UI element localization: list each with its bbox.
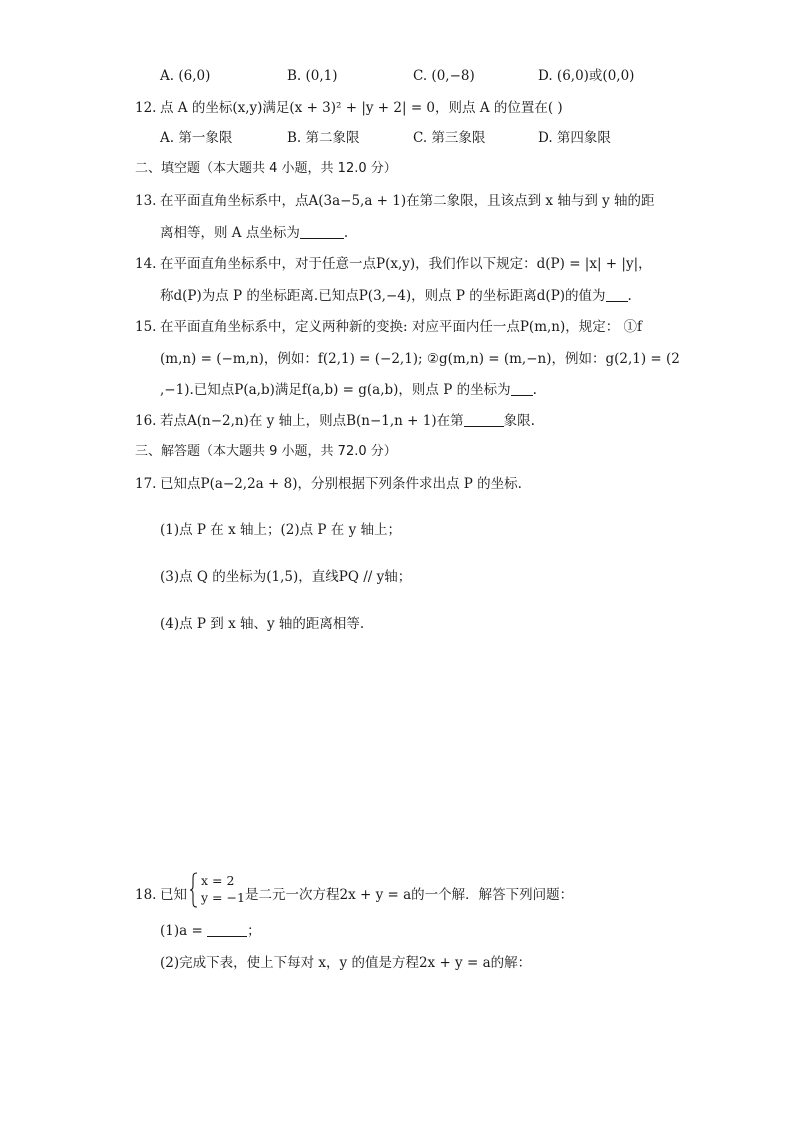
- q18-part1-end: ；: [247, 923, 261, 939]
- q17-stem: 已知点P(a−2,2a + 8)，分别根据下列条件求出点 P 的坐标.: [160, 476, 522, 492]
- q18-part-1: [160, 921, 261, 941]
- q11-option-c: C. (0,−8): [413, 68, 475, 84]
- q11-option-b: B. (0,1): [287, 68, 338, 84]
- q12-option-b: B. 第二象限: [287, 130, 360, 146]
- q18-number: 18.: [135, 887, 157, 903]
- q18-part1-text: (1)a =: [160, 923, 208, 939]
- q15-number: 15.: [135, 319, 157, 335]
- q18-equation-system: [189, 872, 249, 912]
- section-answer-title: 三、解答题（本大题共 9 小题，共 72.0 分）: [135, 444, 397, 459]
- q18-part-2: (2)完成下表，使上下每对 x，y 的值是方程2x + y = a的解：: [160, 955, 532, 971]
- q16-number: 16.: [135, 413, 157, 429]
- q18-answer-blank[interactable]: [207, 922, 247, 937]
- q17-part-3: (3)点 Q 的坐标为(1,5)，直线PQ // y轴；: [160, 569, 412, 585]
- q14-line2: [160, 286, 632, 306]
- q18-equation-y: y = −1: [201, 890, 245, 905]
- q13-line2-text: 离相等，则 A 点坐标为: [160, 225, 300, 241]
- q14-number: 14.: [135, 256, 157, 272]
- q12-number: 12.: [135, 100, 157, 116]
- q11-option-a: A. (6,0): [160, 68, 211, 84]
- q15-answer-blank[interactable]: [511, 381, 533, 396]
- q14-line2-end: .: [627, 288, 632, 304]
- q13-line2-end: .: [343, 225, 349, 241]
- q16-answer-blank[interactable]: [464, 412, 504, 427]
- q18-stem: 是二元一次方程2x + y = a的一个解．解答下列问题：: [245, 887, 574, 903]
- q13-number: 13.: [135, 193, 157, 209]
- q17-part-4: (4)点 P 到 x 轴、y 轴的距离相等.: [160, 616, 365, 632]
- q16-line1: [160, 411, 535, 431]
- q16-line1-end: 象限.: [503, 413, 535, 429]
- q17-number: 17.: [135, 476, 157, 492]
- q15-line3: [160, 380, 537, 400]
- q12-option-d: D. 第四象限: [538, 130, 611, 146]
- brace-icon: [189, 872, 199, 908]
- q17-part-1-2: (1)点 P 在 x 轴上；(2)点 P 在 y 轴上；: [160, 522, 401, 538]
- q15-line2: (m,n) = (−m,n)，例如：f(2,1) = (−2,1); ②g(m,n) = (m,−n)，例如：g(2,1) = (2: [160, 351, 680, 367]
- q15-line3-end: .: [532, 382, 537, 398]
- q14-line2-text: 称d(P)为点 P 的坐标距离.已知点P(3,−4)，则点 P 的坐标距离d(P)的值为: [160, 288, 606, 304]
- q13-answer-blank[interactable]: [300, 224, 344, 239]
- q14-answer-blank[interactable]: [606, 287, 628, 302]
- q12-option-c: C. 第三象限: [413, 130, 486, 146]
- q13-line2: [160, 223, 348, 243]
- q15-line1: 在平面直角坐标系中，定义两种新的变换: 对应平面内任一点P(m,n)，规定： ①f: [160, 319, 643, 335]
- q16-line1-text: 若点A(n−2,n)在 y 轴上，则点B(n−1,n + 1)在第: [160, 413, 464, 429]
- q18-prefix: 已知: [160, 887, 187, 903]
- q12-option-a: A. 第一象限: [160, 130, 233, 146]
- q13-line1: 在平面直角坐标系中，点A(3a−5,a + 1)在第二象限，且该点到 x 轴与到 y 轴的距: [160, 193, 655, 209]
- q11-option-d: D. (6,0)或(0,0): [538, 68, 635, 84]
- q14-line1: 在平面直角坐标系中，对于任意一点P(x,y)，我们作以下规定：d(P) = |x| + |y|，: [160, 256, 652, 272]
- section-fill-blank-title: 二、填空题（本大题共 4 小题，共 12.0 分）: [135, 161, 397, 176]
- q12-stem: 点 A 的坐标(x,y)满足(x + 3)² + |y + 2| = 0，则点 A 的位置在( ): [160, 100, 563, 116]
- q15-line3-text: ,−1).已知点P(a,b)满足f(a,b) = g(a,b)，则点 P 的坐标为: [160, 382, 511, 398]
- q18-equation-x: x = 2: [201, 873, 235, 888]
